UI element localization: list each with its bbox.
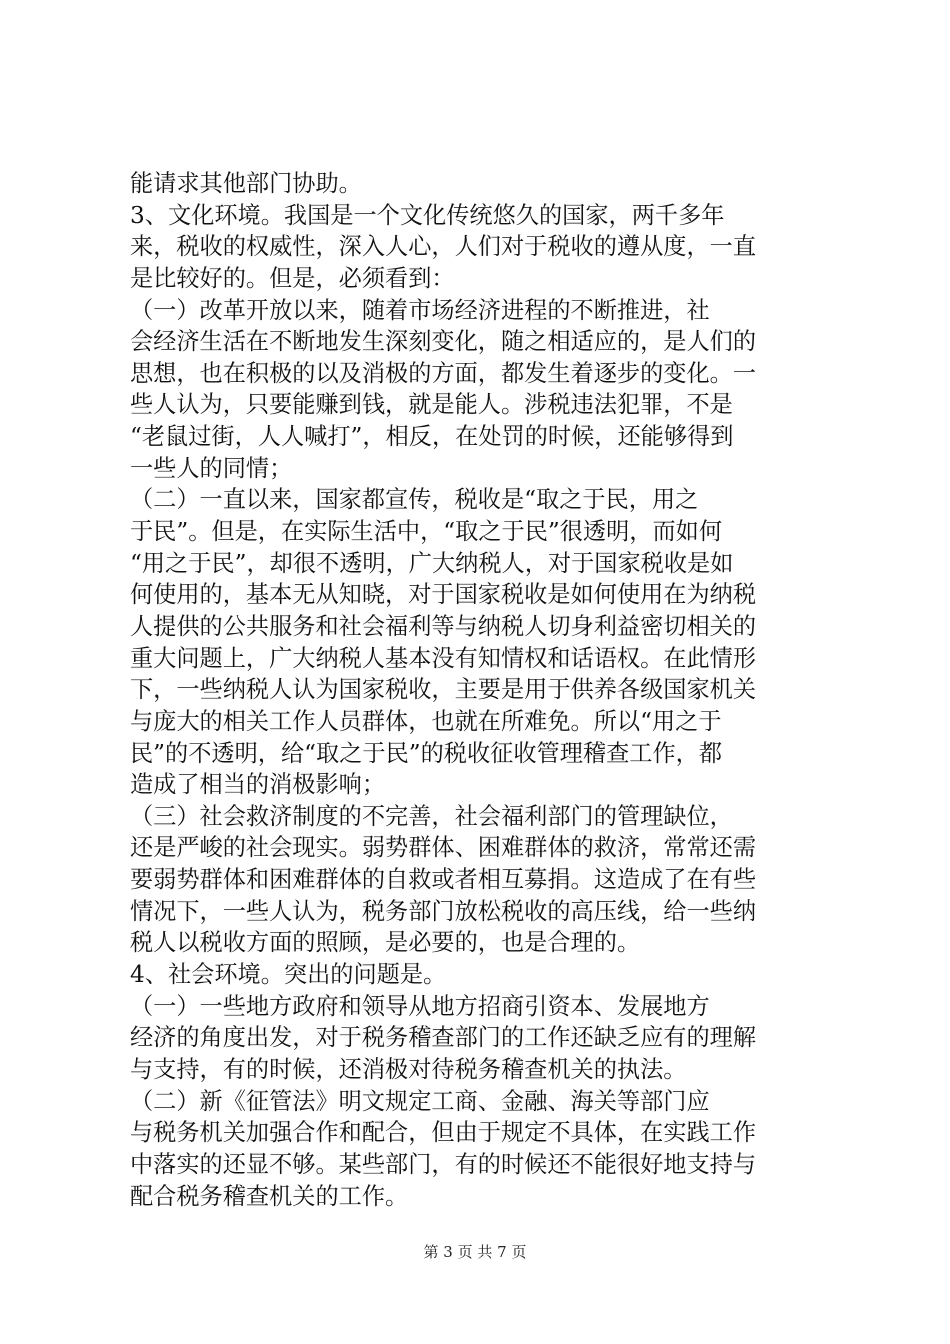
text-line: （一）改革开放以来，随着市场经济进程的不断推进，社 (130, 296, 710, 324)
page-footer: 第 3 页 共 7 页 (423, 1243, 527, 1261)
text-line: 人提供的公共服务和社会福利等与纳税人切身利益密切相关的 (130, 612, 757, 640)
text-line: （二）一直以来，国家都宣传，税收是“取之于民，用之 (130, 486, 699, 514)
text-line: 与支持，有的时候，还消极对待税务稽查机关的执法。 (130, 1055, 687, 1083)
text-line: 造成了相当的消极影响； (130, 771, 386, 799)
text-line: 于民”。但是，在实际生活中，“取之于民”很透明，而如何 (130, 518, 723, 546)
text-line: 何使用的，基本无从知晓，对于国家税收是如何使用在为纳税 (130, 581, 757, 609)
text-line: 是比较好的。但是，必须看到： (130, 264, 455, 292)
text-line: “用之于民”，却很不透明，广大纳税人，对于国家税收是如 (130, 549, 734, 577)
text-line: “老鼠过街，人人喊打”，相反，在处罚的时候，还能够得到 (130, 423, 734, 451)
text-line: 要弱势群体和困难群体的自救或者相互募捐。这造成了在有些 (130, 866, 757, 894)
body-text (130, 168, 835, 1212)
text-line: 经济的角度出发，对于税务稽查部门的工作还缺乏应有的理解 (130, 1024, 757, 1052)
text-line: 配合税务稽查机关的工作。 (130, 1182, 409, 1210)
text-line: 4、社会环境。突出的问题是。 (130, 961, 447, 989)
text-line: 与税务机关加强合作和配合，但由于规定不具体，在实践工作 (130, 1119, 757, 1147)
text-line: 来，税收的权威性，深入人心，人们对于税收的遵从度，一直 (130, 233, 757, 261)
text-line: 下，一些纳税人认为国家税收，主要是用于供养各级国家机关 (130, 676, 757, 704)
text-line: 重大问题上，广大纳税人基本没有知情权和话语权。在此情形 (130, 644, 757, 672)
text-line: 税人以税收方面的照顾，是必要的，也是合理的。 (130, 929, 641, 957)
text-line: 些人认为，只要能赚到钱，就是能人。涉税违法犯罪，不是 (130, 391, 733, 419)
text-line: 民”的不透明，给“取之于民”的税收征收管理稽查工作，都 (130, 739, 723, 767)
text-line: 还是严峻的社会现实。弱势群体、困难群体的救济，常常还需 (130, 834, 757, 862)
text-line: 与庞大的相关工作人员群体，也就在所难免。所以“用之于 (130, 707, 722, 735)
text-line: 思想，也在积极的以及消极的方面，都发生着逐步的变化。一 (130, 359, 757, 387)
text-line: 会经济生活在不断地发生深刻变化，随之相适应的，是人们的 (130, 328, 757, 356)
text-line: （三）社会救济制度的不完善，社会福利部门的管理缺位， (130, 802, 733, 830)
text-line: （一）一些地方政府和领导从地方招商引资本、发展地方 (130, 992, 710, 1020)
text-line: （二）新《征管法》明文规定工商、金融、海关等部门应 (130, 1087, 710, 1115)
text-line: 3、文化环境。我国是一个文化传统悠久的国家，两千多年 (130, 201, 725, 229)
text-line: 情况下，一些人认为，税务部门放松税收的高压线，给一些纳 (130, 897, 757, 925)
text-line: 中落实的还显不够。某些部门，有的时候还不能很好地支持与 (130, 1150, 757, 1178)
text-line: 一些人的同情； (130, 454, 293, 482)
text-line: 能请求其他部门协助。 (130, 170, 362, 197)
